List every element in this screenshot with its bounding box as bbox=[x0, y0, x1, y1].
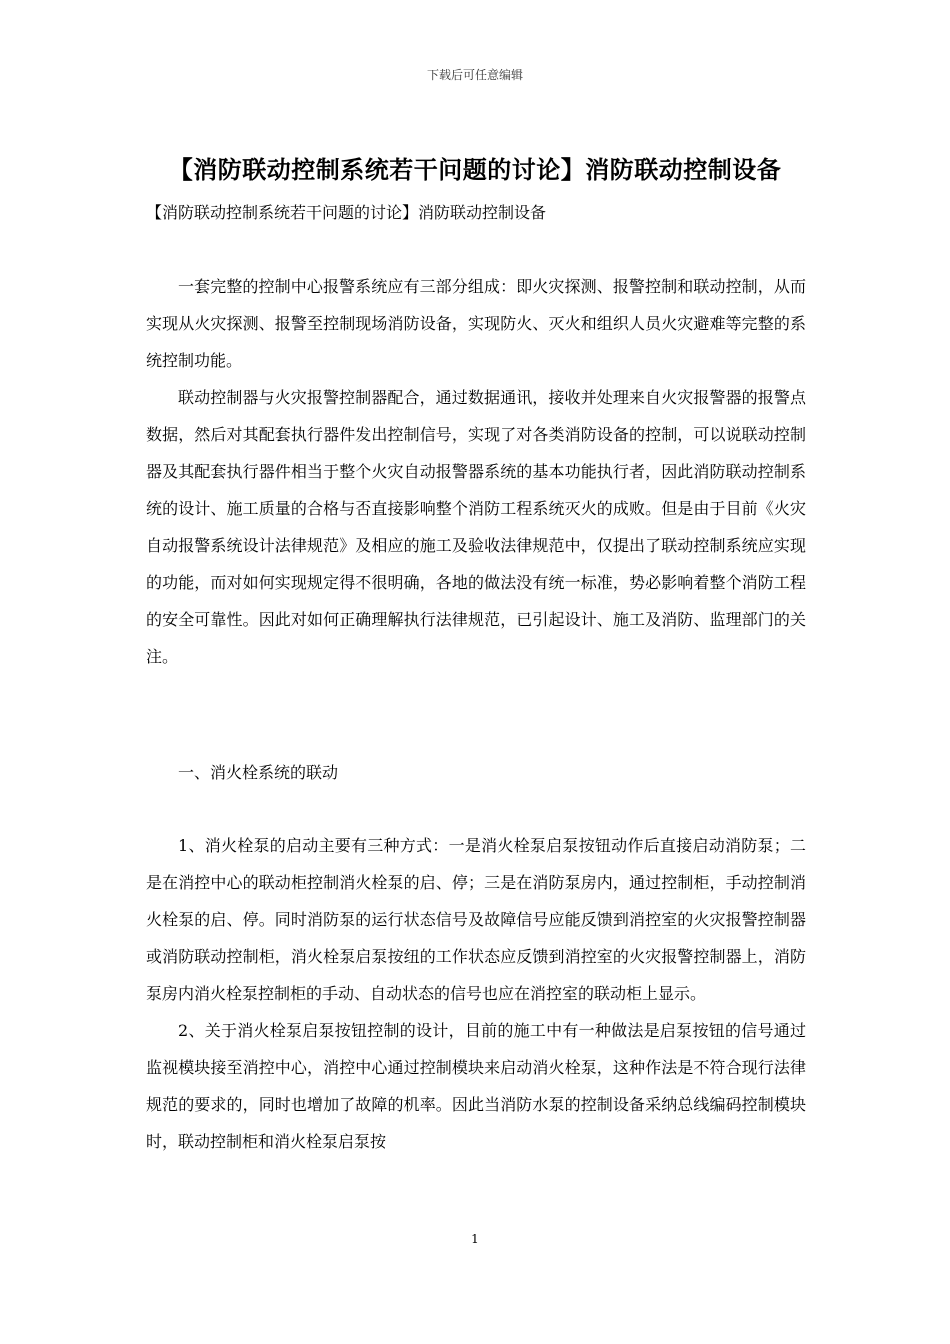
hydrant-section bbox=[146, 827, 806, 1160]
page-number: 1 bbox=[471, 1232, 479, 1246]
paragraph-overview: 一套完整的控制中心报警系统应有三部分组成：即火灾探测、报警控制和联动控制，从而实现从火灾探测、报警至控制现场消防设备，实现防火、灭火和组织人员火灾避难等完整的系统控制功能。 bbox=[146, 277, 806, 370]
section-heading: 一、消火栓系统的联动 bbox=[178, 763, 339, 782]
paragraph-linkage-controller: 联动控制器与火灾报警控制器配合，通过数据通讯，接收并处理来自火灾报警器的报警点数据，然后对其配套执行器件发出控制信号，实现了对各类消防设备的控制，可以说联动控制器及其配套执行器件相当于整个火灾自动报警器系统的基本功能执行者，因此消防联动控制系统的设计、施工质量的合格与否直接影响整个消防工程系统灭火的成败。但是由于目前《火灾自动报警系统设计法律规范》及相应的施工及验收法律规范中，仅提出了联动控制系统应实现的功能，而对如何实现规定得不很明确，各地的做法没有统一标准，势必影响着整个消防工程的安全可靠性。因此对如何正确理解执行法律规范，已引起设计、施工及消防、监理部门的关注。 bbox=[146, 388, 806, 666]
document-subtitle: 【消防联动控制系统若干问题的讨论】消防联动控制设备 bbox=[146, 203, 547, 222]
header-note: 下载后可任意编辑 bbox=[426, 68, 523, 82]
paragraph-pump-button-design: 2、关于消火栓泵启泵按钮控制的设计，目前的施工中有一种做法是启泵按钮的信号通过监视模块接至消控中心，消控中心通过控制模块来启动消火栓泵，这种作法是不符合现行法律规范的要求的，同时也增加了故障的机率。因此当消防水泵的控制设备采纳总线编码控制模块时，联动控制柜和消火栓泵启泵按 bbox=[146, 1021, 806, 1151]
paragraph-pump-start-modes: 1、消火栓泵的启动主要有三种方式：一是消火栓泵启泵按钮动作后直接启动消防泵；二是在消控中心的联动柜控制消火栓泵的启、停；三是在消防泵房内，通过控制柜，手动控制消火栓泵的启、停。同时消防泵的运行状态信号及故障信号应能反馈到消控室的火灾报警控制器或消防联动控制柜，消火栓泵启泵按纽的工作状态应反馈到消控室的火灾报警控制器上，消防泵房内消火栓泵控制柜的手动、自动状态的信号也应在消控室的联动柜上显示。 bbox=[146, 836, 806, 1003]
section-heading-block bbox=[146, 754, 806, 791]
intro-section bbox=[146, 268, 806, 675]
document-title: 【消防联动控制系统若干问题的讨论】消防联动控制设备 bbox=[168, 156, 782, 184]
